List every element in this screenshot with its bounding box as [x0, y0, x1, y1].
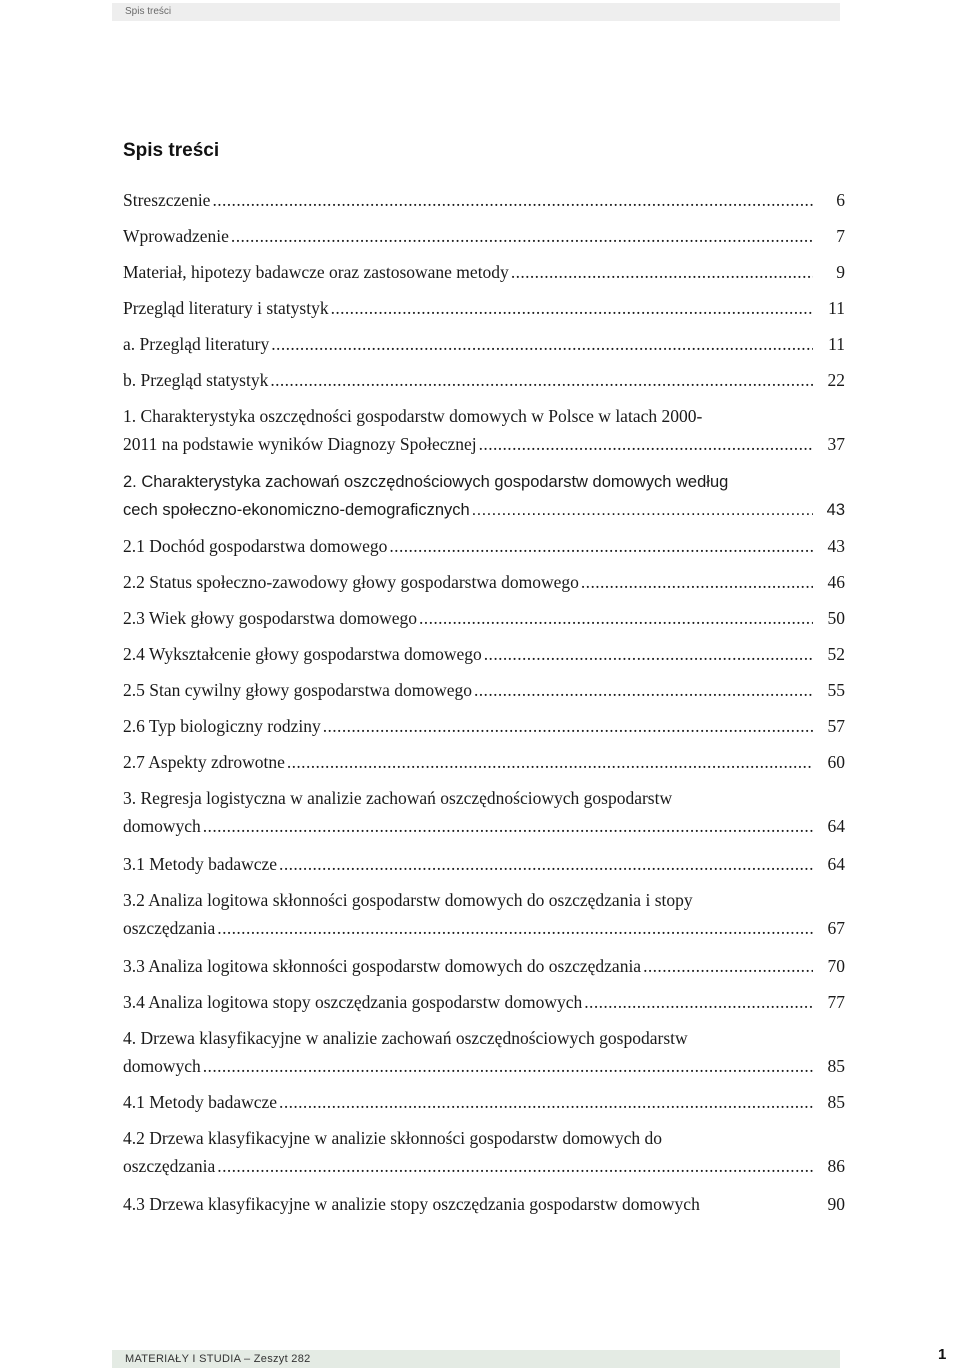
toc-title: Spis treści: [123, 140, 220, 161]
dot-leader: [287, 748, 813, 776]
toc-entry[interactable]: [123, 366, 845, 394]
dot-leader: [323, 712, 813, 740]
toc-entry-text: 2.5 Stan cywilny głowy gospodarstwa domowego: [123, 680, 472, 700]
dot-leader: [279, 850, 813, 878]
toc-entry[interactable]: [123, 748, 845, 776]
dot-leader: [511, 258, 813, 286]
toc-entry-text: 3.2 Analiza logitowa skłonności gospodarstw domowych do oszczędzania i stopy: [123, 890, 693, 910]
dot-leader: [581, 568, 813, 596]
toc-entry[interactable]: [123, 886, 845, 942]
toc-entry-text: domowych: [123, 1056, 201, 1076]
toc-entry-last-line: [123, 532, 845, 560]
toc-entry-page-number: 37: [827, 434, 845, 454]
toc-entry-text: 2.6 Typ biologiczny rodziny: [123, 716, 321, 736]
toc-entry[interactable]: [123, 186, 845, 214]
toc-entry-page-number: 22: [827, 370, 845, 390]
toc-entry[interactable]: [123, 850, 845, 878]
toc-entry-last-line: [123, 186, 845, 214]
toc-entry-text: a. Przegląd literatury: [123, 334, 270, 354]
toc-entry-page-number: 60: [827, 752, 845, 772]
toc-entry[interactable]: [123, 1190, 845, 1218]
toc-entry[interactable]: [123, 1024, 845, 1080]
toc-entry-last-line: [123, 294, 845, 322]
toc-entry-text: cech społeczno-ekonomiczno-demograficznych: [123, 501, 470, 519]
toc-entry[interactable]: [123, 532, 845, 560]
toc-entry[interactable]: [123, 952, 845, 980]
toc-entry-line: [123, 468, 845, 496]
toc-entry-page-number: 57: [827, 716, 845, 736]
toc-entry-text: 2.2 Status społeczno-zawodowy głowy gospodarstwa domowego: [123, 572, 579, 592]
toc-entry[interactable]: [123, 468, 845, 524]
toc-entry-page-number: 11: [828, 298, 845, 318]
toc-entry-last-line: [123, 914, 845, 942]
toc-entry-text: 3.1 Metody badawcze: [123, 854, 278, 874]
dot-leader: [419, 604, 813, 632]
toc-entry[interactable]: [123, 568, 845, 596]
toc-entry-text: Streszczenie: [123, 190, 211, 210]
toc-entry-last-line: [123, 952, 845, 980]
dot-leader: [474, 676, 813, 704]
toc-entry[interactable]: [123, 1088, 845, 1116]
toc-entry-last-line: [123, 988, 845, 1016]
toc-entry-text: Materiał, hipotezy badawcze oraz zastosowane metody: [123, 262, 509, 282]
toc-entry-last-line: [123, 604, 845, 632]
toc-entry-text: 3.4 Analiza logitowa stopy oszczędzania gospodarstw domowych: [123, 992, 583, 1012]
dot-leader: [643, 952, 813, 980]
toc-entry-page-number: 67: [827, 918, 845, 938]
toc-entry[interactable]: [123, 712, 845, 740]
toc-entry-page-number: 46: [827, 572, 845, 592]
dot-leader: [389, 532, 813, 560]
toc-entry[interactable]: [123, 258, 845, 286]
toc-entry-last-line: [123, 330, 845, 358]
toc-entry-line: [123, 1024, 845, 1052]
dot-leader: [484, 640, 813, 668]
toc-entry-page-number: 90: [827, 1194, 845, 1214]
toc-entry-last-line: [123, 366, 845, 394]
toc-entry-text: 2.3 Wiek głowy gospodarstwa domowego: [123, 608, 418, 628]
toc-entry-page-number: 64: [827, 816, 845, 836]
toc-entry[interactable]: [123, 988, 845, 1016]
dot-leader: [270, 366, 813, 394]
toc-entry-line: [123, 402, 845, 430]
toc-entry-last-line: [123, 222, 845, 250]
toc-entry-page-number: 6: [836, 190, 845, 210]
toc-entry-line: [123, 886, 845, 914]
page-number: 1: [938, 1346, 947, 1363]
toc-entry[interactable]: [123, 640, 845, 668]
toc-entry-text: b. Przegląd statystyk: [123, 370, 269, 390]
toc-entry[interactable]: [123, 330, 845, 358]
dot-leader: [217, 914, 813, 942]
toc-entry-text: 3. Regresja logistyczna w analizie zachowań oszczędnościowych gospodarstw: [123, 788, 673, 808]
dot-leader: [584, 988, 813, 1016]
toc-entry-text: 4. Drzewa klasyfikacyjne w analizie zachowań oszczędnościowych gospodarstw: [123, 1028, 688, 1048]
toc-entry-text: 2.7 Aspekty zdrowotne: [123, 752, 285, 772]
toc-entry-text: 2.4 Wykształcenie głowy gospodarstwa domowego: [123, 644, 482, 664]
toc-entry-page-number: 52: [827, 644, 845, 664]
dot-leader: [279, 1088, 813, 1116]
toc-entry-line: [123, 1124, 845, 1152]
toc-entry-page-number: 64: [827, 854, 845, 874]
toc-entry[interactable]: [123, 294, 845, 322]
toc-entry-page-number: 43: [827, 536, 845, 556]
running-header-text: Spis treści: [125, 6, 172, 17]
toc-entry-last-line: [123, 712, 845, 740]
toc-entry-text: 2. Charakterystyka zachowań oszczędnościowych gospodarstw domowych według: [123, 473, 729, 491]
dot-leader: [203, 812, 813, 840]
toc-entry[interactable]: [123, 222, 845, 250]
toc-entry[interactable]: [123, 402, 845, 458]
toc-entry-last-line: [123, 748, 845, 776]
toc-entry-text: Wprowadzenie: [123, 226, 229, 246]
toc-entry[interactable]: [123, 1124, 845, 1180]
toc-entry-page-number: 7: [836, 226, 845, 246]
toc-entry-page-number: 55: [827, 680, 845, 700]
dot-leader: [479, 430, 813, 458]
toc-entry-text: Przegląd literatury i statystyk: [123, 298, 329, 318]
toc-entry-page-number: 11: [828, 334, 845, 354]
dot-leader: [203, 1052, 813, 1080]
toc-entry-text: oszczędzania: [123, 918, 216, 938]
toc-entry-text: 2.1 Dochód gospodarstwa domowego: [123, 536, 388, 556]
toc-entry-last-line: [123, 676, 845, 704]
toc-entry-text: oszczędzania: [123, 1156, 216, 1176]
toc-entry-last-line: [123, 568, 845, 596]
toc-entry-line: [123, 784, 845, 812]
dot-leader: [217, 1152, 813, 1180]
toc-entry-last-line: [123, 1152, 845, 1180]
toc-entry-last-line: [123, 496, 845, 524]
dot-leader: [472, 496, 813, 524]
running-footer: [112, 1350, 840, 1368]
toc-entry-last-line: [123, 850, 845, 878]
footer-publication-text: MATERIAŁY I STUDIA – Zeszyt 282: [125, 1353, 311, 1365]
toc-entry-last-line: [123, 1052, 845, 1080]
toc-entry-text: 2011 na podstawie wyników Diagnozy Społecznej: [123, 434, 477, 454]
toc-entry-text: 1. Charakterystyka oszczędności gospodarstw domowych w Polsce w latach 2000-: [123, 406, 703, 426]
dot-leader: [331, 294, 813, 322]
toc-entry-text: 3.3 Analiza logitowa skłonności gospodarstw domowych do oszczędzania: [123, 956, 642, 976]
toc-entry-page-number: 85: [827, 1092, 845, 1112]
toc-entry-page-number: 43: [826, 501, 845, 519]
toc-entry[interactable]: [123, 676, 845, 704]
toc-entry-last-line: [123, 640, 845, 668]
toc-entry[interactable]: [123, 784, 845, 840]
toc-entry-last-line: [123, 1088, 845, 1116]
toc-entry-page-number: 86: [827, 1156, 845, 1176]
toc-entry-last-line: [123, 812, 845, 840]
toc-entry-text: domowych: [123, 816, 201, 836]
dot-leader: [212, 186, 813, 214]
toc-entry-page-number: 9: [836, 262, 845, 282]
toc-entry-text: 4.3 Drzewa klasyfikacyjne w analizie stopy oszczędzania gospodarstw domowych: [123, 1194, 700, 1214]
toc-entry-last-line: [123, 258, 845, 286]
dot-leader: [271, 330, 813, 358]
toc-entry-page-number: 70: [827, 956, 845, 976]
toc-entry-page-number: 50: [827, 608, 845, 628]
toc-entry-text: 4.2 Drzewa klasyfikacyjne w analizie skłonności gospodarstw domowych do: [123, 1128, 662, 1148]
toc-entry[interactable]: [123, 604, 845, 632]
toc-entry-page-number: 85: [827, 1056, 845, 1076]
dot-leader: [231, 222, 813, 250]
toc-entry-text: 4.1 Metody badawcze: [123, 1092, 278, 1112]
toc-entry-last-line: [123, 430, 845, 458]
toc-entry-page-number: 77: [827, 992, 845, 1012]
toc-entry-last-line: [123, 1190, 845, 1218]
